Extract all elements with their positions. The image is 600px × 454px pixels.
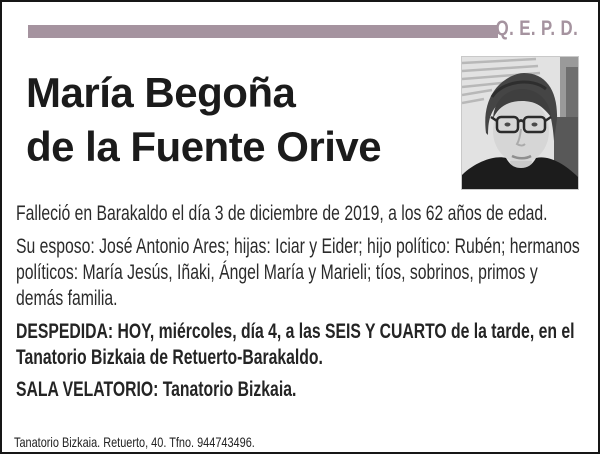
deceased-name-line-1: María Begoña (26, 69, 296, 116)
farewell-text: DESPEDIDA: HOY, miércoles, día 4, a las SEIS Y CUARTO de la tarde, en el Tanatorio Bizkaia de Retuerto-Barakaldo. (16, 320, 575, 369)
obituary-body (16, 201, 582, 409)
deceased-name (26, 66, 381, 174)
qepd-label: Q. E. P. D. (495, 17, 578, 40)
family-text: Su esposo: José Antonio Ares; hijas: Iciar y Eider; hijo político: Rubén; hermanos políticos: María Jesús, Iñaki, Ángel María y Marieli; tíos, sobrinos, primos y demás familia. (16, 235, 580, 310)
deceased-name-line-2: de la Fuente Orive (26, 123, 382, 170)
death-notice-text: Falleció en Barakaldo el día 3 de diciembre de 2019, a los 62 años de edad. (16, 202, 548, 225)
qepd-accent-bar (28, 25, 498, 38)
wake-room-text: SALA VELATORIO: Tanatorio Bizkaia. (16, 378, 297, 401)
portrait-photo-image (462, 57, 578, 189)
footer-address: Tanatorio Bizkaia. Retuerto, 40. Tfno. 944743496. (14, 434, 255, 450)
portrait-photo (462, 57, 578, 189)
